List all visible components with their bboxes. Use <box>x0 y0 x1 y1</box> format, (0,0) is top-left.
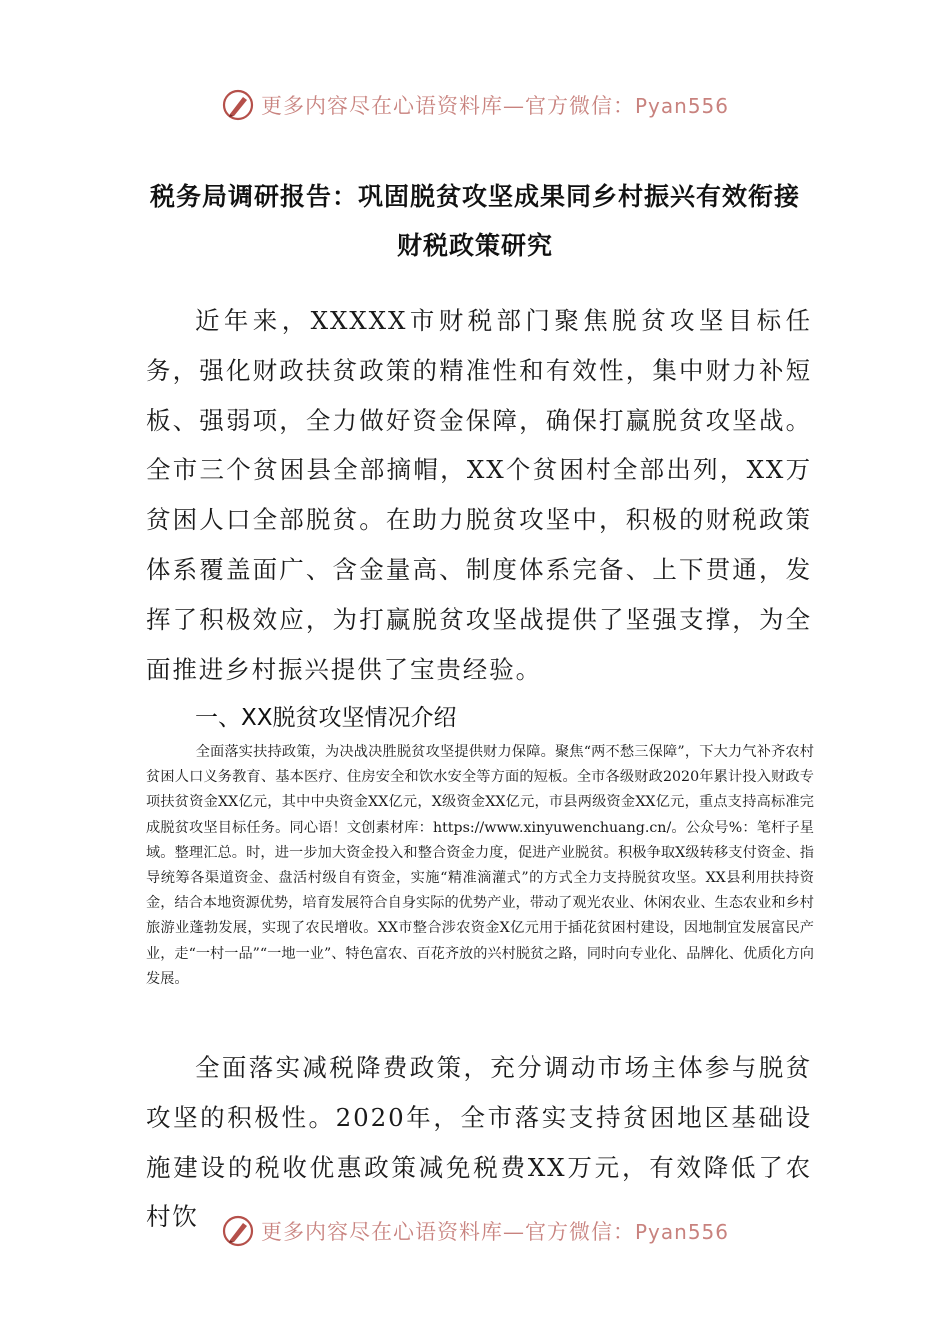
pen-logo-icon <box>221 88 255 122</box>
watermark-label: 更多内容尽在心语资料库—官方微信： <box>260 94 635 118</box>
watermark-text <box>261 90 729 120</box>
watermark-wechat-id: Pyan556 <box>634 1220 729 1244</box>
document-title-line2: 财税政策研究 <box>396 231 553 260</box>
section-heading: 一、XX脱贫攻坚情况介绍 <box>195 705 457 731</box>
watermark-header <box>0 80 950 130</box>
watermark-label: 更多内容尽在心语资料库—官方微信： <box>260 1220 635 1244</box>
pen-logo-icon <box>221 1214 255 1248</box>
watermark-wechat-id: Pyan556 <box>634 94 729 118</box>
intro-paragraph: 近年来，XXXXX市财税部门聚焦脱贫攻坚目标任务，强化财政扶贫政策的精准性和有效性，集中财力补短板、强弱项，全力做好资金保障，确保打赢脱贫攻坚战。全市三个贫困县全部摘帽，XX个贫困村全部出列，XX万贫困人口全部脱贫。在助力脱贫攻坚中，积极的财税政策体系覆盖面广、含金量高、制度体系完备、上下贯通，发挥了积极效应，为打赢脱贫攻坚战提供了坚强支撑，为全面推进乡村振兴提供了宝贵经验。 <box>146 306 812 684</box>
watermark-text <box>261 1216 729 1246</box>
watermark-footer <box>0 1206 950 1256</box>
tax-relief-paragraph: 全面落实减税降费政策，充分调动市场主体参与脱贫攻坚的积极性。2020年，全市落实支持贫困地区基础设施建设的税收优惠政策减免税费XX万元，有效降低了农村饮 <box>146 1053 812 1232</box>
section-small-paragraph: 全面落实扶持政策，为决战决胜脱贫攻坚提供财力保障。聚焦“两不愁三保障”，下大力气补齐农村贫困人口义务教育、基本医疗、住房安全和饮水安全等方面的短板。全市各级财政2020年累计投入财政专项扶贫资金XX亿元，其中中央资金XX亿元，X级资金XX亿元，市县两级资金XX亿元，重点支持高标准完成脱贫攻坚目标任务。同心语！文创素材库：https://www.xinyuwenchuang.cn/。公众号%：笔杆子星域。整理汇总。时，进一步加大资金投入和整合资金力度，促进产业脱贫。积极争取X级转移支付资金、指导统筹各渠道资金、盘活村级自有资金，实施“精准滴灌式”的方式全力支持脱贫攻坚。XX县利用扶持资金，结合本地资源优势，培育发展符合自身实际的优势产业，带动了观光农业、休闲农业、生态农业和乡村旅游业蓬勃发展，实现了农民增收。XX市整合涉农资金X亿元用于插花贫困村建设，因地制宜发展富民产业，走“一村一品”“一地一业”、特色富农、百花齐放的兴村脱贫之路，同时向专业化、品牌化、优质化方向发展。 <box>146 744 814 987</box>
document-title-line1: 税务局调研报告：巩固脱贫攻坚成果同乡村振兴有效衔接 <box>149 182 800 211</box>
